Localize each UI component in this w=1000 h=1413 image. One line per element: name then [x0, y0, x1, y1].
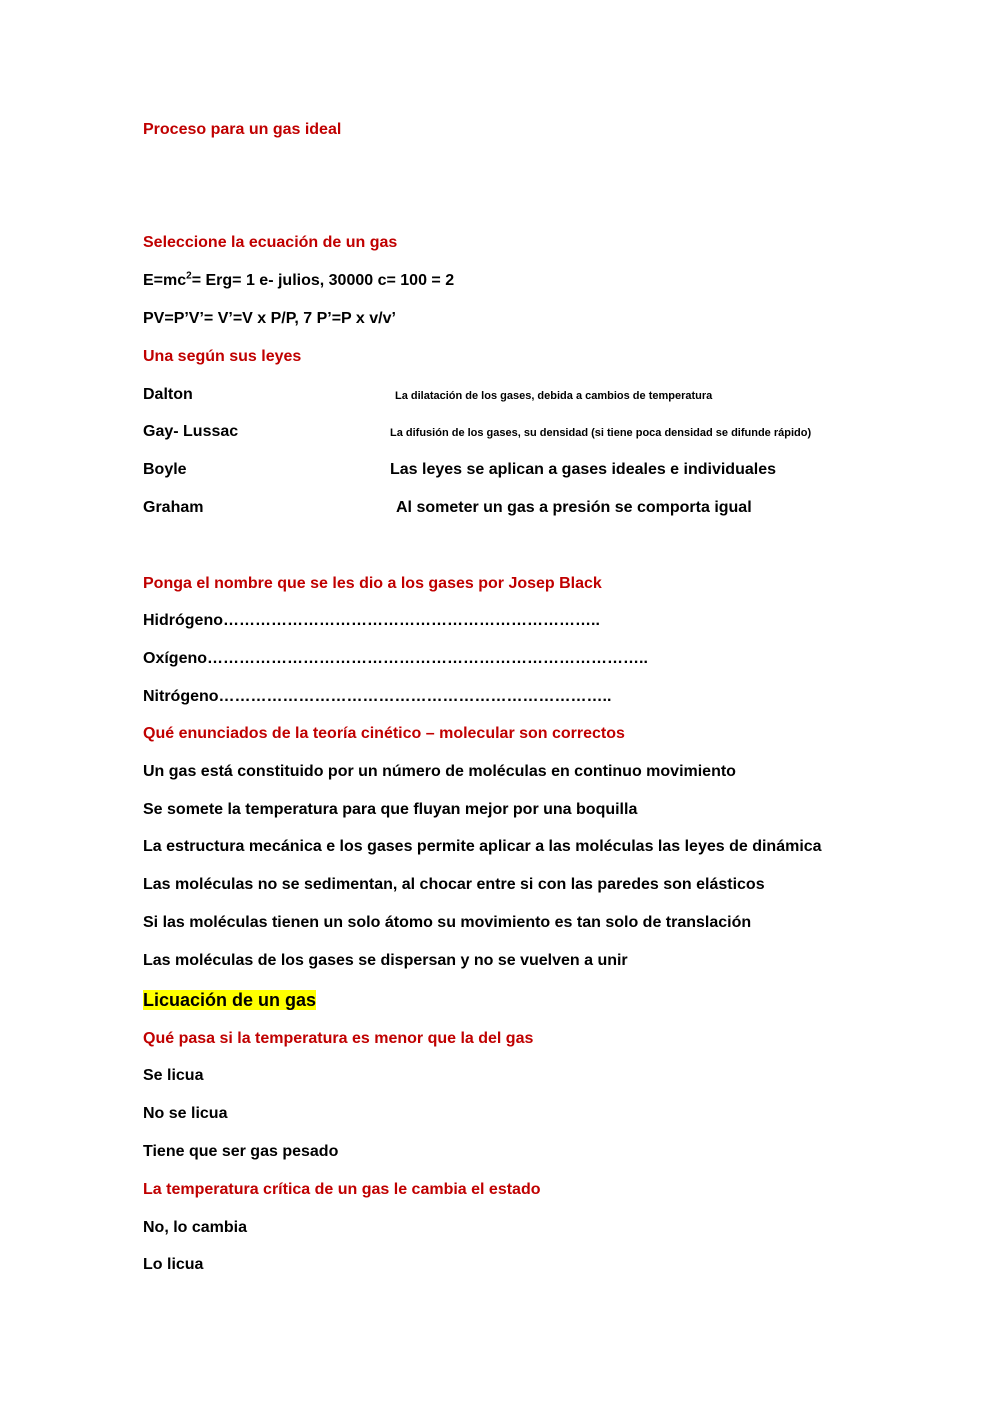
- laws-heading: Una según sus leyes: [143, 348, 302, 365]
- law-desc[interactable]: Las leyes se aplican a gases ideales e individuales: [390, 461, 776, 478]
- kinetic-statement[interactable]: Las moléculas de los gases se dispersan y no se vuelven a unir: [143, 952, 628, 969]
- liquefaction-heading-highlight: Licuación de un gas: [143, 990, 317, 1010]
- law-desc[interactable]: La difusión de los gases, su densidad (si tiene poca densidad se difunde rápido): [390, 427, 812, 439]
- law-name-dalton[interactable]: Dalton: [143, 386, 193, 403]
- equation-heading: Seleccione la ecuación de un gas: [143, 234, 398, 251]
- law-name-graham[interactable]: Graham: [143, 499, 204, 516]
- law-desc[interactable]: La dilatación de los gases, debida a cambios de temperatura: [395, 390, 713, 402]
- black-item-hydrogen[interactable]: Hidrógeno……………………………………………………………..: [143, 612, 600, 629]
- equation-option-2[interactable]: PV=P’V’= V’=V x P/P, 7 P’=P x v/v’: [143, 310, 396, 327]
- law-name-boyle[interactable]: Boyle: [143, 461, 187, 478]
- kinetic-statement[interactable]: Se somete la temperatura para que fluyan mejor por una boquilla: [143, 801, 638, 818]
- kinetic-statement[interactable]: Las moléculas no se sedimentan, al chocar entre si con las paredes son elásticos: [143, 876, 765, 893]
- page-title: Proceso para un gas ideal: [143, 121, 342, 138]
- answer-option[interactable]: Se licua: [143, 1067, 204, 1084]
- equation-option-1[interactable]: $E=mc^2= Erg= 1$ e- julios, 30000 c= 100 = 2: [143, 270, 455, 289]
- black-heading: Ponga el nombre que se les dio a los gases por Josep Black: [143, 575, 602, 592]
- answer-option[interactable]: Lo licua: [143, 1256, 204, 1273]
- answer-option[interactable]: No se licua: [143, 1105, 228, 1122]
- kinetic-statement[interactable]: La estructura mecánica e los gases permite aplicar a las moléculas las leyes de dinámica: [143, 838, 822, 855]
- black-item-nitrogen[interactable]: Nitrógeno………………………………………………………………..: [143, 688, 612, 705]
- kinetic-statement[interactable]: Si las moléculas tienen un solo átomo su movimiento es tan solo de translación: [143, 914, 752, 931]
- answer-option[interactable]: Tiene que ser gas pesado: [143, 1143, 339, 1160]
- law-name-gay-lussac[interactable]: Gay- Lussac: [143, 423, 239, 440]
- kinetic-heading: Qué enunciados de la teoría cinético – molecular son correctos: [143, 725, 625, 742]
- liquefaction-heading: [143, 988, 316, 1014]
- liquefaction-question-2: La temperatura crítica de un gas le cambia el estado: [143, 1181, 541, 1198]
- law-desc[interactable]: Al someter un gas a presión se comporta igual: [396, 499, 752, 516]
- black-item-oxygen[interactable]: Oxígeno………………………………………………………………………..: [143, 650, 648, 667]
- kinetic-statement[interactable]: Un gas está constituido por un número de moléculas en continuo movimiento: [143, 763, 736, 780]
- answer-option[interactable]: No, lo cambia: [143, 1219, 248, 1236]
- liquefaction-question-1: Qué pasa si la temperatura es menor que la del gas: [143, 1030, 534, 1047]
